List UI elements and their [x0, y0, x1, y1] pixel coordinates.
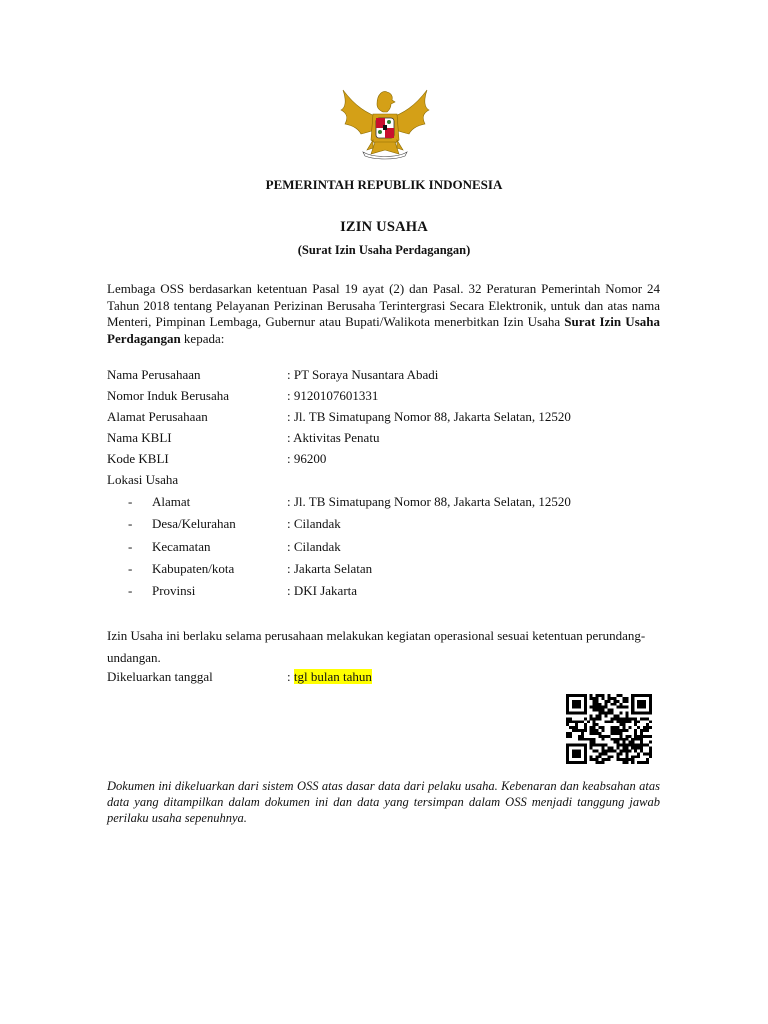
intro-text: Lembaga OSS berdasarkan ketentuan Pasal 19 ayat (2) dan Pasal. 32 Peraturan Pemerintah Nomor 24 Tahun 2018 tentang Pelayanan Perizinan Berusaha Terintergrasi Secara Elektronik, untuk dan atas nama Menteri, Pimpinan Lembaga, Gubernur atau Bupati/Walikota menerbitkan Izin Usaha — [107, 281, 660, 329]
field-label: Nama KBLI — [107, 430, 172, 445]
location-label: Provinsi — [152, 583, 196, 598]
qr-code-icon — [566, 694, 652, 764]
issued-date-value — [287, 668, 372, 686]
field-label: Nomor Induk Berusaha — [107, 388, 230, 403]
document-subtitle: (Surat Izin Usaha Perdagangan) — [297, 243, 471, 257]
list-dash: - — [128, 561, 133, 576]
field-value: : Aktivitas Penatu — [287, 430, 380, 445]
issued-date-label: Dikeluarkan tanggal — [107, 669, 213, 684]
issued-date-highlight: tgl bulan tahun — [293, 669, 372, 684]
document-title: IZIN USAHA — [340, 219, 428, 235]
garuda-emblem-icon — [337, 84, 433, 160]
list-dash: - — [128, 539, 133, 554]
validity-statement: Izin Usaha ini berlaku selama perusahaan melakukan kegiatan operasional sesuai ketentuan perundang-undangan. — [107, 628, 646, 665]
intro-paragraph — [107, 281, 660, 347]
field-value: : 96200 — [287, 451, 327, 466]
government-heading: PEMERINTAH REPUBLIK INDONESIA — [265, 177, 503, 192]
field-label: Lokasi Usaha — [107, 472, 179, 487]
field-label: Nama Perusahaan — [107, 367, 201, 382]
list-dash: - — [128, 516, 133, 531]
location-value: : Jl. TB Simatupang Nomor 88, Jakarta Selatan, 12520 — [287, 494, 571, 509]
intro-text-end: kepada: — [180, 330, 225, 346]
location-value: : Cilandak — [287, 516, 341, 531]
location-label: Kabupaten/kota — [152, 561, 235, 576]
issued-colon: : — [287, 669, 294, 684]
location-label: Desa/Kelurahan — [152, 516, 236, 531]
field-value: : 9120107601331 — [287, 388, 379, 403]
field-value: : PT Soraya Nusantara Abadi — [287, 367, 439, 382]
intro-bold-text: Surat Izin Usaha Perdagangan — [107, 314, 660, 346]
list-dash: - — [128, 494, 133, 509]
list-dash: - — [128, 583, 133, 598]
location-label: Kecamatan — [152, 539, 211, 554]
field-value: : Jl. TB Simatupang Nomor 88, Jakarta Selatan, 12520 — [287, 409, 571, 424]
location-value: : DKI Jakarta — [287, 583, 358, 598]
footer-disclaimer: Dokumen ini dikeluarkan dari sistem OSS atas dasar data dari pelaku usaha. Kebenaran dan keabsahan atas data yang ditampilkan dalam dokumen ini dan data yang tersimpan dalam OSS menjadi tanggung jawab perilaku usaha sepenuhnya. — [107, 779, 660, 825]
field-label: Alamat Perusahaan — [107, 409, 208, 424]
location-value: : Cilandak — [287, 539, 341, 554]
location-value: : Jakarta Selatan — [287, 561, 373, 576]
field-label: Kode KBLI — [107, 451, 169, 466]
location-label: Alamat — [152, 494, 191, 509]
